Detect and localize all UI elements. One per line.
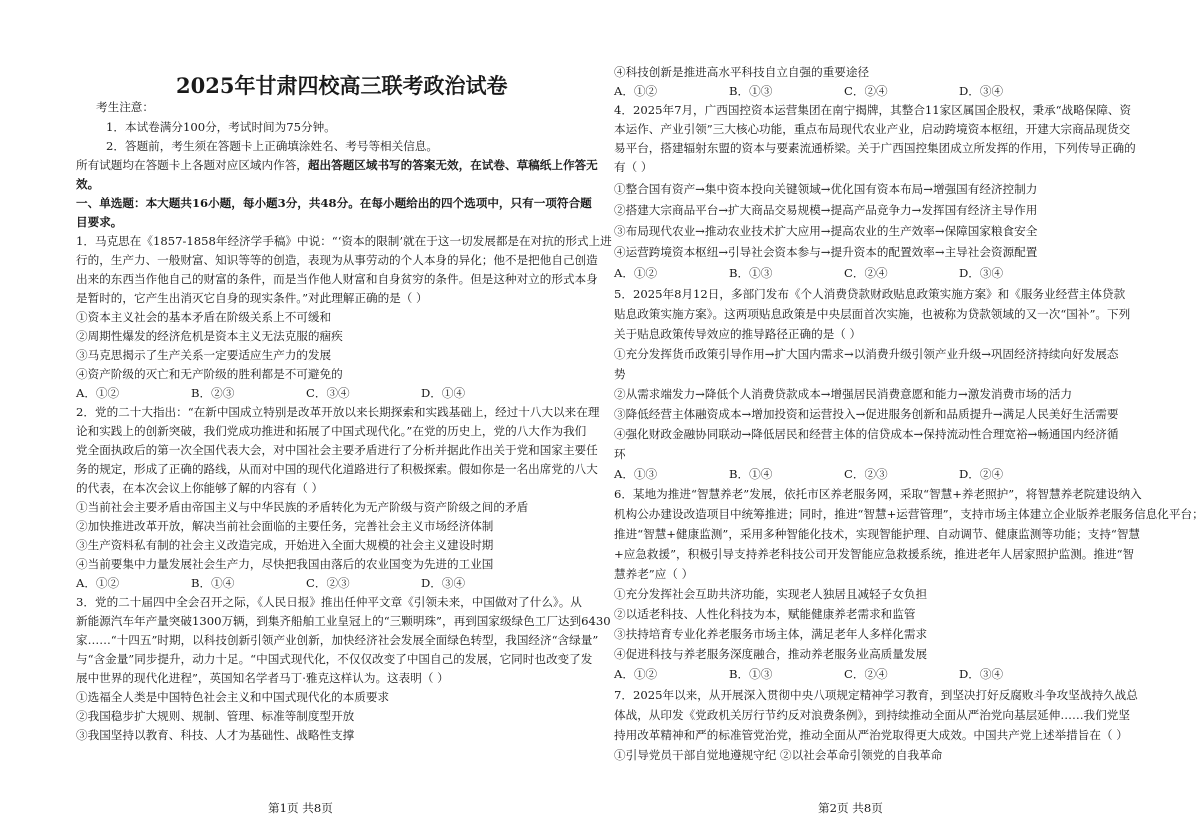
- question-line: 务的规定，形成了正确的路线，从而对中国的现代化道路进行了积极探索。假如你是一名出席党的八大: [76, 462, 598, 476]
- question-line: 新能源汽车年产量突破1300万辆，到集齐船舶工业皇冠上的“三颗明珠”，再到国家级绿色工厂达到6430: [76, 614, 611, 628]
- statement-line: ④当前要集中力量发展社会生产力，尽快把我国由落后的农业国变为先进的工业国: [76, 557, 494, 571]
- notice-heading: 考生注意：: [96, 100, 154, 114]
- option-a: A．①②: [614, 667, 658, 681]
- notice-line: 2．答题前，考生须在答题卡上正确填涂姓名、考号等相关信息。: [106, 139, 439, 153]
- question-line: 3．党的二十届四中全会召开之际，《人民日报》推出任仲平文章《引领未来，中国做对了什么》。从: [76, 595, 582, 609]
- option-b: B．①③: [729, 667, 773, 681]
- statement-line: ②加快推进改革开放，解决当前社会面临的主要任务，完善社会主义市场经济体制: [76, 519, 494, 533]
- question-line: 易平台，搭建辐射东盟的资本与要素流通桥梁。关于广西国控集团成立所发挥的作用，下列传导正确的: [614, 141, 1136, 155]
- statement-line: 环: [614, 447, 626, 461]
- answer-options: [614, 82, 1134, 101]
- statement-line: ②我国稳步扩大规则、规制、管理、标准等制度型开放: [76, 709, 355, 723]
- statement-line: ④促进科技与养老服务深度融合，推动养老服务业高质量发展: [614, 647, 928, 661]
- option-d: D．③④: [421, 576, 466, 590]
- statement-line: ④资产阶级的灭亡和无产阶级的胜利都是不可避免的: [76, 367, 343, 381]
- page-number: 第2页 共8页: [818, 801, 883, 815]
- question-line: 6．某地为推进“智慧养老”发展，依托市区养老服务网，采取“智慧+养老照护”，将智慧养老院建设纳入: [614, 487, 1142, 501]
- question-line: 家……“十四五”时期，以科技创新引领产业创新，加快经济社会发展全面绿色转型，我国经济“含绿量”: [76, 633, 599, 647]
- question-line: +应急救援”，积极引导支持养老科技公司开发智能应急救援系统，推进老年人居家照护监测。推进“智: [614, 547, 1135, 561]
- statement-line: ③生产资料私有制的社会主义改造完成，开始进入全面大规模的社会主义建设时期: [76, 538, 494, 552]
- statement-line: ④强化财政金融协同联动→降低居民和经营主体的信贷成本→保持流动性合理宽裕→畅通国内经济循: [614, 427, 1119, 441]
- notice-text: 所有试题均在答题卡上各题对应区域内作答，: [76, 158, 308, 172]
- option-a: A．①②: [76, 576, 120, 590]
- statement-line: ③马克思揭示了生产关系一定要适应生产力的发展: [76, 348, 332, 362]
- option-d: D．②④: [959, 467, 1004, 481]
- question-line: 体战，从印发《党政机关厉行节约反对浪费条例》，到持续推动全面从严治党向基层延伸……我们党坚: [614, 708, 1130, 722]
- option-c: C．③④: [306, 386, 350, 400]
- statement-line: ①当前社会主要矛盾由帝国主义与中华民族的矛盾转化为无产阶级与资产阶级之间的矛盾: [76, 500, 529, 514]
- option-a: A．①③: [614, 467, 658, 481]
- option-c: C．②④: [844, 266, 888, 280]
- option-d: D．③④: [959, 84, 1004, 98]
- question-line: 贴息政策实施方案》。这两项贴息政策是中央层面首次实施，也被称为贷款领域的又一次“国补”。下列: [614, 307, 1131, 321]
- option-c: C．②④: [844, 667, 888, 681]
- statement-line: ①整合国有资产→集中资本投向关键领域→优化国有资本布局→增强国有经济控制力: [614, 182, 1038, 196]
- option-c: C．②③: [306, 576, 350, 590]
- question-line: 持用改革精神和严的标准管党治党，推动全面从严治党取得更大成效。中国共产党上述举措旨在（ ）: [614, 728, 1128, 742]
- option-d: D．③④: [959, 667, 1004, 681]
- question-line: 是暂时的，它产生出消灭它自身的现实条件。”对此理解正确的是（ ）: [76, 291, 428, 305]
- option-c: C．②③: [844, 467, 888, 481]
- option-d: D．①④: [421, 386, 466, 400]
- option-b: B．①④: [729, 467, 773, 481]
- answer-options: [76, 384, 592, 403]
- answer-options: [614, 465, 1134, 484]
- statement-line: ④科技创新是推进高水平科技自立自强的重要途径: [614, 65, 870, 79]
- answer-options: [76, 574, 592, 593]
- option-b: B．①③: [729, 84, 773, 98]
- statement-line: ③扶持培育专业化养老服务市场主体，满足老年人多样化需求: [614, 627, 928, 641]
- statement-line: ①选福全人类是中国特色社会主义和中国式现代化的本质要求: [76, 690, 390, 704]
- statement-line: ①充分发挥社会互助共济功能，实现老人独居且减轻子女负担: [614, 587, 928, 601]
- statement-line: 势: [614, 367, 626, 381]
- section-heading: 一、单选题：本大题共16小题，每小题3分，共48分。在每小题给出的四个选项中，只有一项符合题: [76, 196, 592, 210]
- answer-options: [614, 665, 1134, 684]
- statement-line: ③布局现代农业→推动农业技术扩大应用→提高农业的生产效率→保障国家粮食安全: [614, 224, 1038, 238]
- exam-title: 2025年甘肃四校高三联考政治试卷: [176, 73, 508, 98]
- question-line: 本运作、产业引领”三大核心功能，重点布局现代农业产业，启动跨境资本枢纽，开建大宗商品现货交: [614, 122, 1131, 136]
- notice-emphasis: 超出答题区域书写的答案无效，在试卷、草稿纸上作答无: [307, 158, 598, 172]
- question-line: 5．2025年8月12日，多部门发布《个人消费贷款财政贴息政策实施方案》和《服务业经营主体贷款: [614, 287, 1126, 301]
- question-line: 机构公办建设改造项目中统筹推进；同时，推进“智慧+运营管理”，支持市场主体建立企业版养老服务信息化平台；: [614, 507, 1204, 521]
- option-a: A．①②: [614, 266, 658, 280]
- question-line: 1．马克思在《1857-1858年经济学手稿》中说：“‘资本的限制’就在于这一切发展都是在对抗的形式上进: [76, 234, 612, 248]
- option-a: A．①②: [614, 84, 658, 98]
- statement-line: ②搭建大宗商品平台→扩大商品交易规模→提高产品竞争力→发挥国有经济主导作用: [614, 203, 1038, 217]
- notice-line: 效。: [76, 177, 100, 191]
- question-line: 的代表，在本次会议上你能够了解的内容有（ ）: [76, 481, 324, 495]
- question-line: 展中世界的现代化进程”，英国知名学者马丁·雅克这样认为。这表明（ ）: [76, 671, 449, 685]
- option-b: B．①④: [191, 576, 235, 590]
- notice-line: [76, 156, 598, 175]
- notice-line: 1．本试卷满分100分，考试时间为75分钟。: [106, 120, 336, 134]
- question-line: 推进“智慧+健康监测”，采用多种智能化技术，实现智能护理、自动调节、健康监测等功能；支持“智慧: [614, 527, 1141, 541]
- question-line: 慧养老”应（ ）: [614, 567, 694, 581]
- question-line: 7．2025年以来，从开展深入贯彻中央八项规定精神学习教育，到坚决打好反腐败斗争攻坚战持久战总: [614, 688, 1138, 702]
- question-line: 2．党的二十大指出：“在新中国成立特别是改革开放以来长期探索和实践基础上，经过十八大以来在理: [76, 405, 600, 419]
- question-line: 有（ ）: [614, 160, 653, 174]
- option-b: B．①③: [729, 266, 773, 280]
- statement-line: ①资本主义社会的基本矛盾在阶级关系上不可缓和: [76, 310, 332, 324]
- statement-line: ④运营跨境资本枢纽→引导社会资本参与→提升资本的配置效率→主导社会资源配置: [614, 245, 1038, 259]
- statement-line: ①引导党员干部自觉地遵规守纪 ②以社会革命引领党的自我革命: [614, 748, 943, 762]
- section-heading: 目要求。: [76, 215, 123, 229]
- question-line: 出来的东西当作他自己的财富的条件，而是当作他人财富和自身贫穷的条件。但是这种对立的形式本身: [76, 272, 598, 286]
- answer-options: [614, 264, 1134, 283]
- statement-line: ②从需求端发力→降低个人消费贷款成本→增强居民消费意愿和能力→激发消费市场的活力: [614, 387, 1073, 401]
- statement-line: ②以适老科技、人性化科技为本，赋能健康养老需求和监管: [614, 607, 916, 621]
- statement-line: ②周期性爆发的经济危机是资本主义无法克服的痼疾: [76, 329, 343, 343]
- question-line: 4．2025年7月，广西国控资本运营集团在南宁揭牌，其整合11家区属国企股权，秉承“战略保障、资: [614, 103, 1132, 117]
- statement-line: ①充分发挥货币政策引导作用→扩大国内需求→以消费升级引领产业升级→巩固经济持续向好发展态: [614, 347, 1119, 361]
- question-line: 行的，生产力、一般财富、知识等等的创造，表现为从事劳动的个人本身的异化；他不是把他自己创造: [76, 253, 598, 267]
- option-a: A．①②: [76, 386, 120, 400]
- page-number: 第1页 共8页: [268, 801, 333, 815]
- question-line: 论和实践上的创新突破，我们党成功推进和拓展了中国式现代化。”在党的历史上，党的八大作为我们: [76, 424, 587, 438]
- statement-line: ③我国坚持以教育、科技、人才为基础性、战略性支撑: [76, 728, 355, 742]
- question-line: 与“含金量”同步提升，动力十足。“中国式现代化，不仅仅改变了中国自己的发展，它同时也改变了发: [76, 652, 593, 666]
- option-d: D．③④: [959, 266, 1004, 280]
- question-line: 关于贴息政策传导效应的推导路径正确的是（ ）: [614, 327, 862, 341]
- question-line: 党全面执政后的第一次全国代表大会，对中国社会主要矛盾进行了分析并据此作出关于党和国家主要任: [76, 443, 598, 457]
- option-c: C．②④: [844, 84, 888, 98]
- option-b: B．②③: [191, 386, 235, 400]
- statement-line: ③降低经营主体融资成本→增加投资和运营投入→促进服务创新和品质提升→满足人民美好生活需要: [614, 407, 1119, 421]
